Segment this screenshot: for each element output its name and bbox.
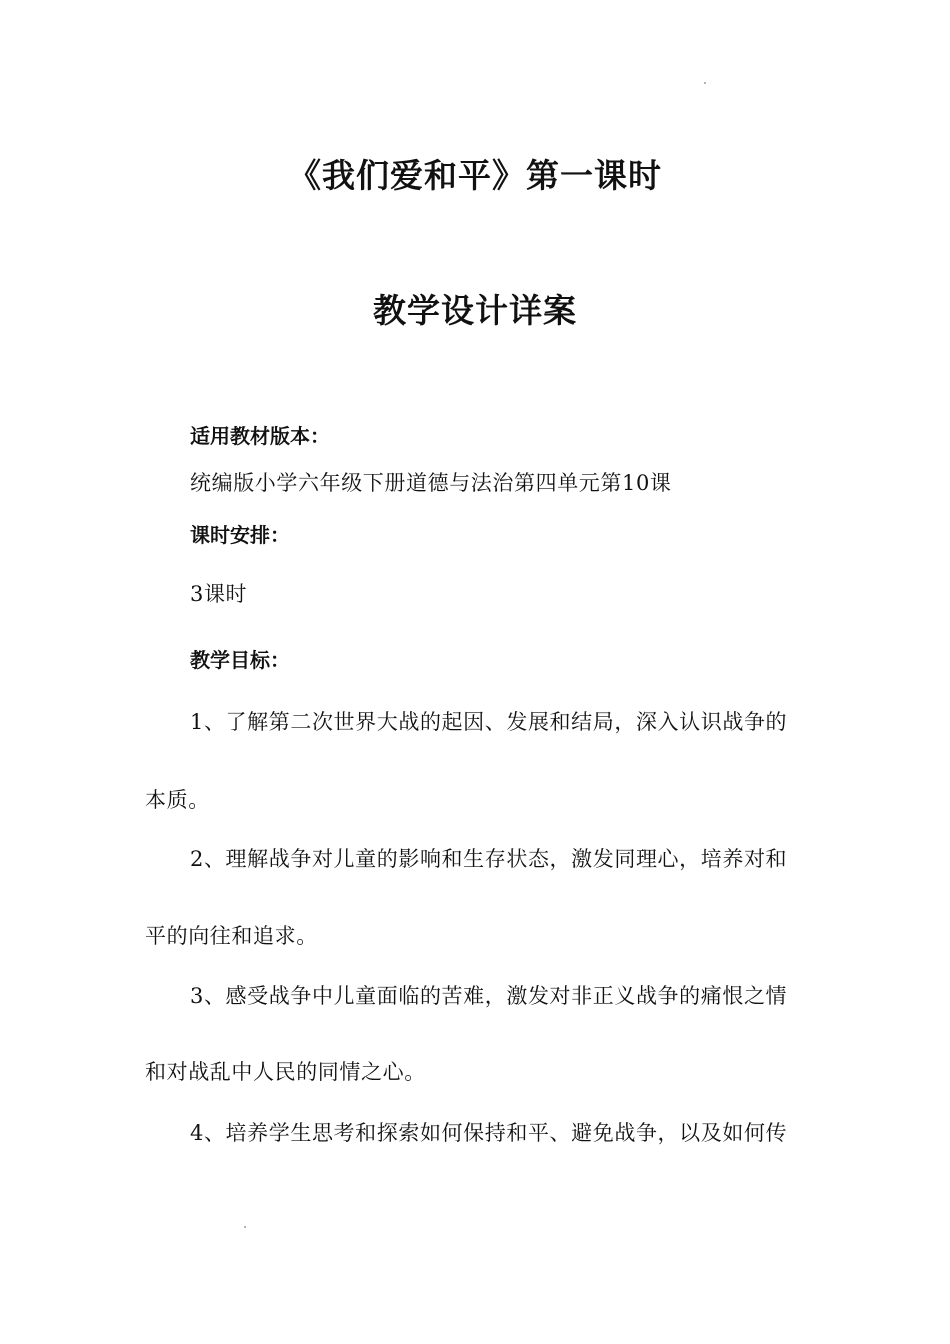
objective-item-1-line1: 1、了解第二次世界大战的起因、发展和结局，深入认识战争的 (190, 710, 788, 734)
scan-speck (704, 82, 706, 84)
textbook-label: 适用教材版本： (190, 424, 330, 448)
objective-item-2-line1: 2、理解战争对儿童的影响和生存状态，激发同理心，培养对和 (190, 847, 788, 871)
objective-item-2-line2: 平的向往和追求。 (145, 924, 318, 948)
schedule-value: 3课时 (190, 582, 248, 606)
textbook-value: 统编版小学六年级下册道德与法治第四单元第10课 (190, 471, 672, 495)
schedule-label: 课时安排： (190, 523, 290, 547)
objective-item-1-line2: 本质。 (145, 788, 210, 812)
objective-item-4-line1: 4、培养学生思考和探索如何保持和平、避免战争，以及如何传 (190, 1121, 788, 1145)
objective-item-3-line1: 3、感受战争中儿童面临的苦难，激发对非正义战争的痛恨之情 (190, 984, 788, 1008)
objectives-label: 教学目标： (190, 648, 290, 672)
document-subtitle: 教学设计详案 (373, 291, 577, 330)
scan-speck (244, 1226, 246, 1228)
document-title: 《我们爱和平》第一课时 (288, 156, 662, 195)
objective-item-3-line2: 和对战乱中人民的同情之心。 (145, 1060, 426, 1084)
